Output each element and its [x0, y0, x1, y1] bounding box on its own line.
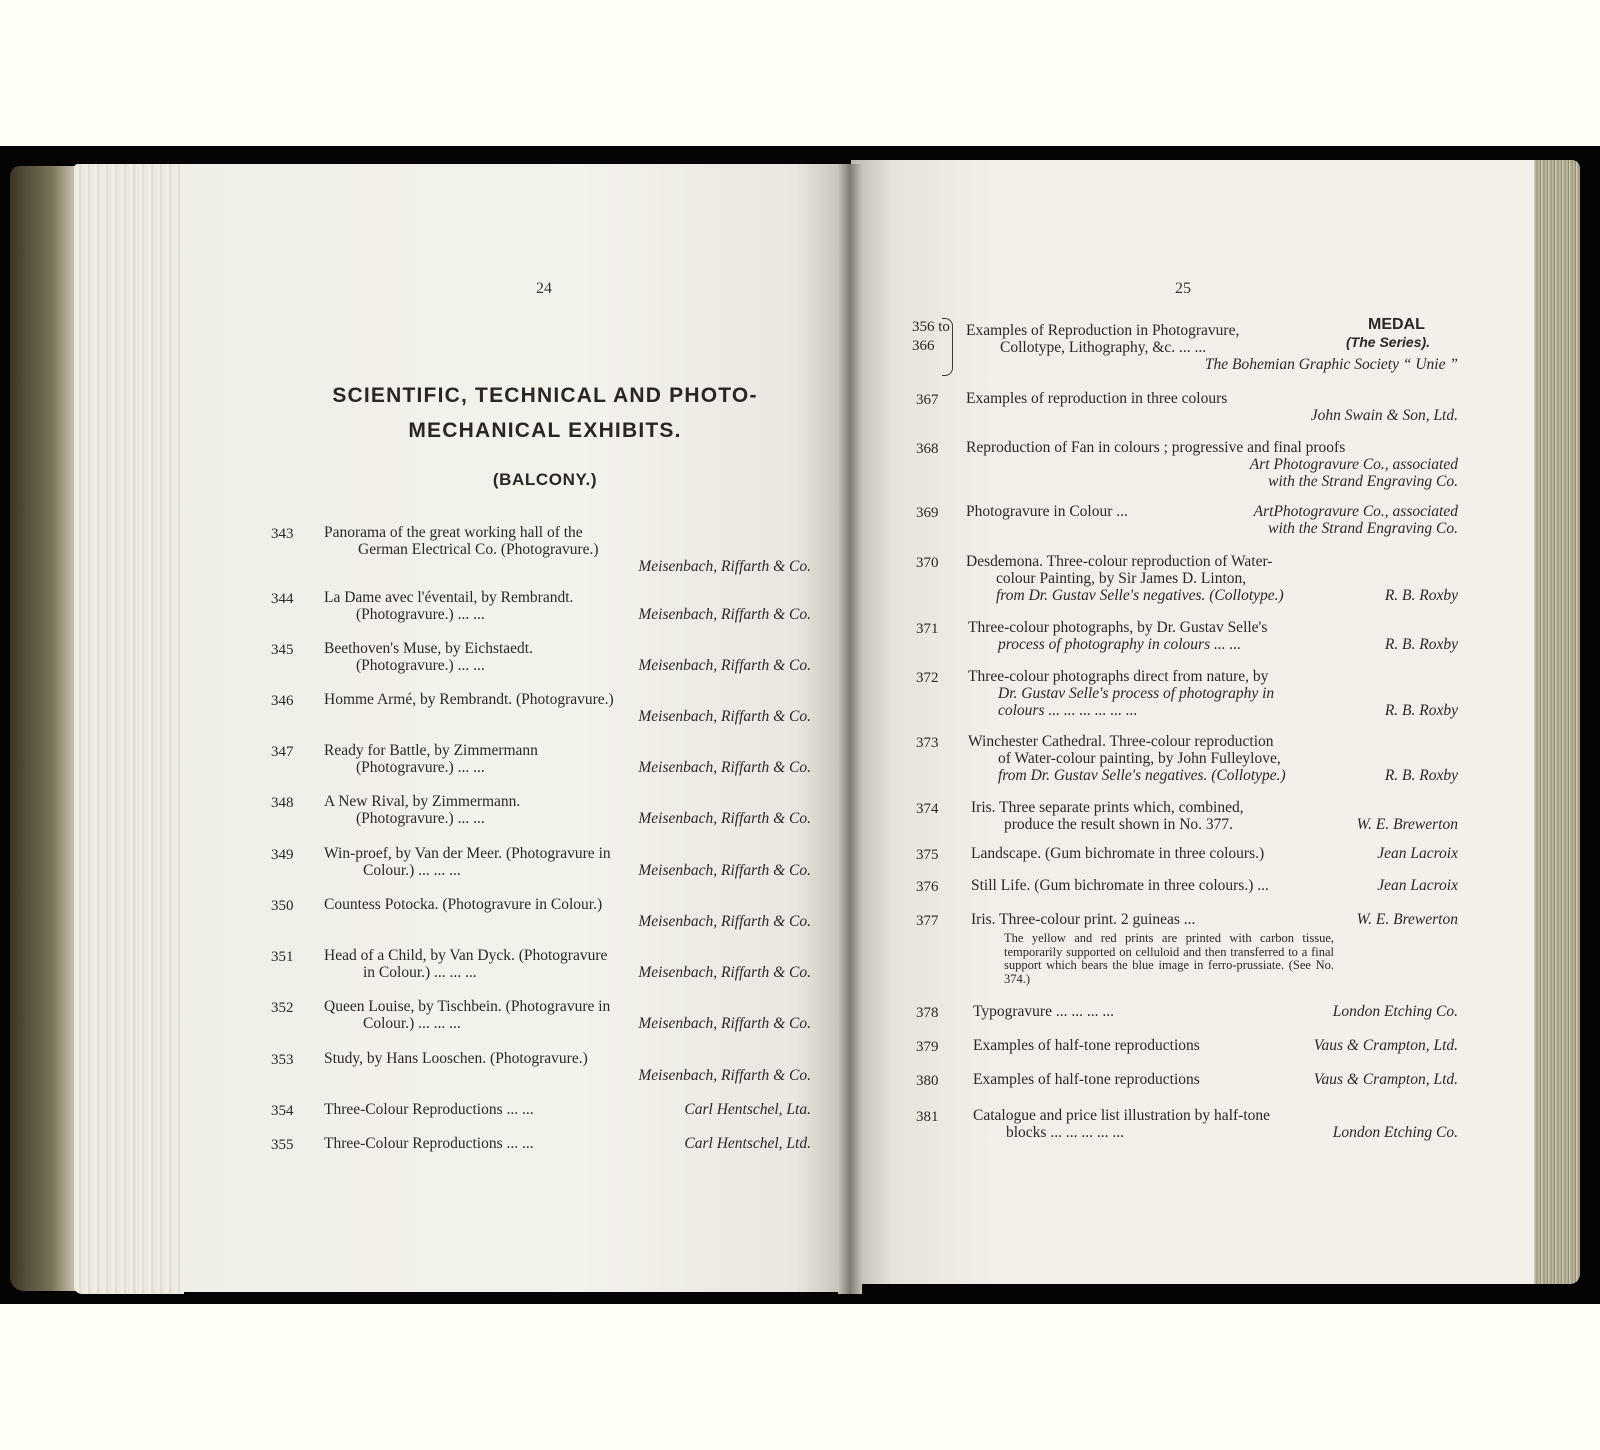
entry-text-line1: Study, by Hans Looschen. (Photogravure.) — [324, 1050, 588, 1067]
entry-text-line2: of Water-colour painting, by John Fulleylove, — [998, 750, 1281, 767]
entry-number: 371 — [916, 621, 939, 637]
entry-credit: Meisenbach, Riffarth & Co. — [638, 558, 811, 575]
list-item — [916, 553, 1458, 605]
entry-text-line1: Countess Potocka. (Photogravure in Colour.) — [324, 896, 603, 913]
entry-text-line1: Examples of half-tone reproductions — [973, 1037, 1200, 1054]
entry-text-line3: from Dr. Gustav Selle's negatives. (Collotype.) — [998, 767, 1286, 784]
entry-text-line2: German Electrical Co. (Photogravure.) — [358, 541, 599, 558]
entry-number: 373 — [916, 735, 939, 751]
list-item — [271, 896, 811, 932]
entry-number: 355 — [271, 1137, 294, 1153]
entry-credit: Meisenbach, Riffarth & Co. — [638, 759, 811, 776]
entry-number: 350 — [271, 898, 294, 914]
entry-text-line3: colours ... ... ... ... ... ... — [998, 702, 1138, 719]
entry-text-line2: produce the result shown in No. 377. — [1004, 816, 1234, 833]
entry-credit: Meisenbach, Riffarth & Co. — [638, 1067, 811, 1084]
entry-text-line1: Iris. Three separate prints which, combined, — [971, 799, 1244, 816]
entry-number-range: 356 to 366 — [912, 319, 950, 354]
entry-text-line1: Three-Colour Reproductions ... ... — [324, 1101, 534, 1118]
list-item — [916, 503, 1458, 539]
entry-number: 377 — [916, 913, 939, 929]
entry-credit: The Bohemian Graphic Society “ Unie ” — [1204, 356, 1458, 373]
entry-number: 351 — [271, 949, 294, 965]
list-item — [916, 619, 1458, 655]
list-item — [916, 733, 1458, 785]
entry-text-line1: Win-proef, by Van der Meer. (Photogravure in — [324, 845, 611, 862]
entry-note: The yellow and red prints are printed with carbon tissue, temporarily supported on celluloid and then transferred to a final support which bears the blue image in ferro-prussiate. (See No. 374.) — [1004, 931, 1334, 986]
list-item — [271, 947, 811, 983]
entry-text-line2: (Photogravure.) ... ... — [356, 759, 485, 776]
entry-credit: R. B. Roxby — [1384, 636, 1458, 653]
list-item — [271, 998, 811, 1034]
entry-credit: Vaus & Crampton, Ltd. — [1313, 1037, 1458, 1054]
entry-text-line1: Examples of half-tone reproductions — [973, 1071, 1200, 1088]
entry-number: 349 — [271, 847, 294, 863]
entry-text-line1: Typogravure ... ... ... ... — [973, 1003, 1114, 1020]
entry-text-line1: Photogravure in Colour ... — [966, 503, 1128, 520]
entry-credit: R. B. Roxby — [1384, 767, 1458, 784]
entry-text-line1: Head of a Child, by Van Dyck. (Photogravure — [324, 947, 608, 964]
entry-text-line1: Queen Louise, by Tischbein. (Photogravure in — [324, 998, 611, 1015]
entry-text-line1: Desdemona. Three-colour reproduction of Water- — [966, 553, 1273, 570]
list-item — [916, 1071, 1458, 1091]
book-cover-edge-left — [10, 166, 80, 1291]
entry-text-line1: Beethoven's Muse, by Eichstaedt. — [324, 640, 533, 657]
entry-text-line1: Three-Colour Reproductions ... ... — [324, 1135, 534, 1152]
entry-text-line1: Three-colour photographs direct from nature, by — [968, 668, 1269, 685]
entry-text-line2: Colour.) ... ... ... — [363, 862, 461, 879]
list-item — [916, 668, 1458, 720]
entry-text-line2: in Colour.) ... ... ... — [363, 964, 477, 981]
entry-text-line1: Winchester Cathedral. Three-colour reproduction — [968, 733, 1274, 750]
entry-text-line1: La Dame avec l'éventail, by Rembrandt. — [324, 589, 574, 606]
entry-text-line2: process of photography in colours ... ... — [998, 636, 1242, 653]
list-item — [916, 1003, 1458, 1023]
entry-credit: W. E. Brewerton — [1356, 911, 1458, 928]
entry-text-line2: colour Painting, by Sir James D. Linton, — [996, 570, 1247, 587]
list-item — [271, 1101, 811, 1121]
entry-credit: R. B. Roxby — [1384, 702, 1458, 719]
entry-number: 343 — [271, 526, 294, 542]
list-item — [271, 742, 811, 778]
list-item — [271, 691, 811, 727]
list-item — [271, 640, 811, 676]
list-item — [916, 1107, 1458, 1143]
entry-credit: London Etching Co. — [1332, 1124, 1458, 1141]
section-heading-line2: MECHANICAL EXHIBITS. — [408, 419, 682, 442]
entry-credit: R. B. Roxby — [1384, 587, 1458, 604]
entry-number: 344 — [271, 591, 294, 607]
entry-credit: John Swain & Son, Ltd. — [1310, 407, 1458, 424]
list-item — [916, 911, 1458, 989]
entry-text-line1: Homme Armé, by Rembrandt. (Photogravure.) — [324, 691, 614, 708]
entry-credit: Meisenbach, Riffarth & Co. — [638, 657, 811, 674]
entry-text-line1: Examples of reproduction in three colours — [966, 390, 1228, 407]
entry-number: 346 — [271, 693, 294, 709]
entry-number: 379 — [916, 1039, 939, 1055]
entry-text-line1: Catalogue and price list illustration by half-tone — [973, 1107, 1271, 1124]
entry-credit: Meisenbach, Riffarth & Co. — [638, 708, 811, 725]
entry-number: 374 — [916, 801, 939, 817]
page-stack-right — [1534, 160, 1580, 1284]
entry-text-line2: Collotype, Lithography, &c. ... ... — [1000, 339, 1207, 356]
entry-number: 345 — [271, 642, 294, 658]
list-item — [271, 1135, 811, 1155]
entry-credit: ArtPhotogravure Co., associated — [1253, 503, 1458, 520]
entry-number: 352 — [271, 1000, 294, 1016]
entry-text-line2: (Photogravure.) ... ... — [356, 606, 485, 623]
entry-number: 376 — [916, 879, 939, 895]
entry-number: 380 — [916, 1073, 939, 1089]
entry-text-line1: Ready for Battle, by Zimmermann — [324, 742, 538, 759]
entry-credit: Meisenbach, Riffarth & Co. — [638, 862, 811, 879]
list-item — [916, 877, 1458, 897]
entry-number: 378 — [916, 1005, 939, 1021]
entry-credit: Meisenbach, Riffarth & Co. — [638, 1015, 811, 1032]
entry-credit: W. E. Brewerton — [1356, 816, 1458, 833]
list-item — [916, 845, 1458, 865]
entry-text-line1: Reproduction of Fan in colours ; progressive and final proofs — [966, 439, 1346, 456]
list-item — [271, 1050, 811, 1086]
page-stack-left — [74, 164, 184, 1294]
entry-credit: Art Photogravure Co., associated — [1249, 456, 1458, 473]
entry-credit: Jean Lacroix — [1377, 845, 1458, 862]
entry-text-line2: (Photogravure.) ... ... — [356, 810, 485, 827]
entry-number: 347 — [271, 744, 294, 760]
list-item — [271, 845, 811, 881]
entry-number: 368 — [916, 441, 939, 457]
list-item — [271, 589, 811, 625]
entry-number: 367 — [916, 392, 939, 408]
entry-number: 348 — [271, 795, 294, 811]
entry-credit: London Etching Co. — [1332, 1003, 1458, 1020]
entry-number: 353 — [271, 1052, 294, 1068]
list-item — [271, 793, 811, 829]
list-item — [271, 524, 811, 576]
entry-text-line1: Panorama of the great working hall of the — [324, 524, 583, 541]
left-page-number: 24 — [536, 280, 552, 297]
entry-number: 372 — [916, 670, 939, 686]
entry-credit-line2: with the Strand Engraving Co. — [1268, 520, 1458, 537]
medal-award: MEDAL — [1368, 316, 1425, 333]
entry-credit: Vaus & Crampton, Ltd. — [1313, 1071, 1458, 1088]
entry-credit: Carl Hentschel, Ltd. — [684, 1135, 811, 1152]
entry-text-line2: Colour.) ... ... ... — [363, 1015, 461, 1032]
right-page-number: 25 — [1175, 280, 1191, 297]
entry-text-line2: Dr. Gustav Selle's process of photography in — [998, 685, 1275, 702]
entry-credit: Carl Hentschel, Lta. — [684, 1101, 811, 1118]
entry-number: 354 — [271, 1103, 294, 1119]
entry-text-line1: Still Life. (Gum bichromate in three colours.) ... — [971, 877, 1269, 894]
entry-text-line1: Iris. Three-colour print. 2 guineas ... — [971, 911, 1196, 928]
list-item — [916, 439, 1458, 491]
section-heading-line1: SCIENTIFIC, TECHNICAL AND PHOTO- — [332, 384, 758, 407]
entry-number: 381 — [916, 1109, 939, 1125]
entry-text-line1: Three-colour photographs, by Dr. Gustav Selle's — [968, 619, 1268, 636]
entry-text-line2: (Photogravure.) ... ... — [356, 657, 485, 674]
entry-credit: Meisenbach, Riffarth & Co. — [638, 810, 811, 827]
entry-text-line1: Landscape. (Gum bichromate in three colours.) — [971, 845, 1265, 862]
list-item — [916, 1037, 1458, 1057]
section-subheading: (BALCONY.) — [492, 470, 598, 489]
book-gutter — [838, 164, 862, 1294]
list-item — [916, 390, 1458, 426]
entry-credit-line2: with the Strand Engraving Co. — [1268, 473, 1458, 490]
entry-credit: Meisenbach, Riffarth & Co. — [638, 913, 811, 930]
left-page — [180, 164, 850, 1292]
entry-number: 370 — [916, 555, 939, 571]
entry-number: 369 — [916, 505, 939, 521]
entry-text-line1: Examples of Reproduction in Photogravure, — [966, 322, 1240, 339]
medal-award-note: (The Series). — [1346, 334, 1431, 350]
entry-text-line2: blocks ... ... ... ... ... — [1006, 1124, 1124, 1141]
entry-text-line1: A New Rival, by Zimmermann. — [324, 793, 521, 810]
list-item — [916, 799, 1458, 835]
entry-credit: Jean Lacroix — [1377, 877, 1458, 894]
entry-number: 375 — [916, 847, 939, 863]
entry-credit: Meisenbach, Riffarth & Co. — [638, 606, 811, 623]
entry-credit: Meisenbach, Riffarth & Co. — [638, 964, 811, 981]
entry-text-line3: from Dr. Gustav Selle's negatives. (Collotype.) — [996, 587, 1284, 604]
